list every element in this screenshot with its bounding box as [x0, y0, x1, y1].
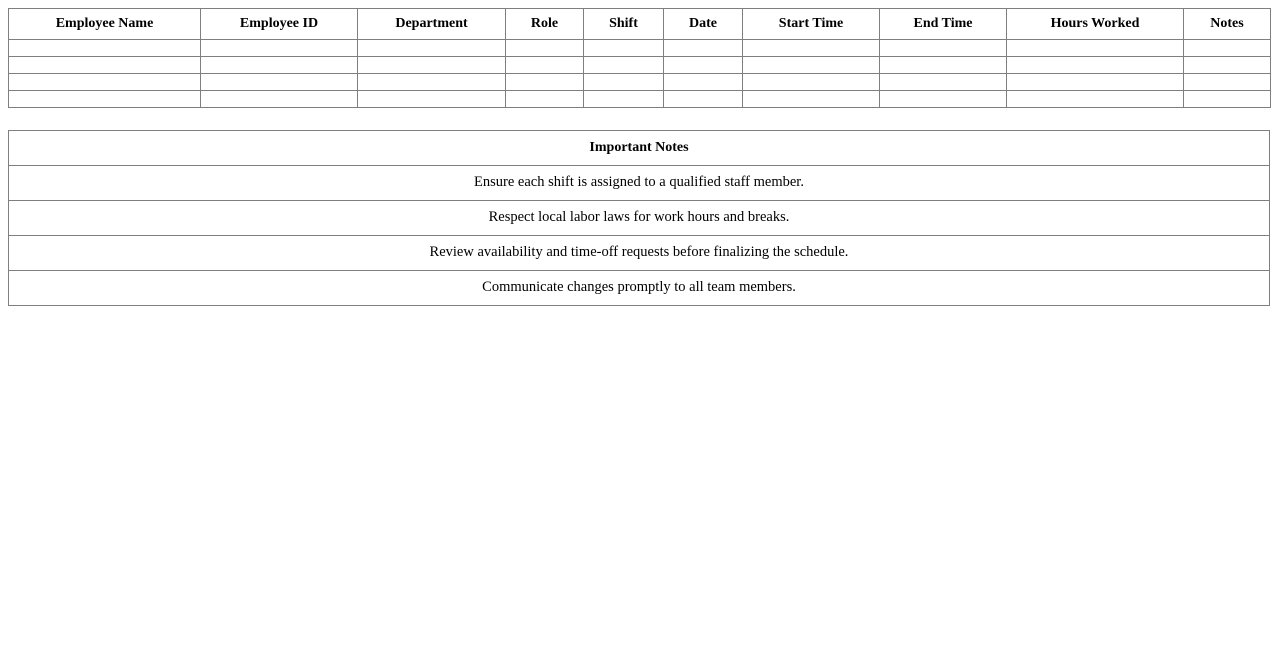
cell-role[interactable]: [506, 91, 584, 108]
cell-notes[interactable]: [1184, 74, 1271, 91]
cell-role[interactable]: [506, 57, 584, 74]
column-header-notes: Notes: [1184, 9, 1271, 40]
cell-department[interactable]: [358, 74, 506, 91]
cell-hours-worked[interactable]: [1007, 74, 1184, 91]
cell-notes[interactable]: [1184, 91, 1271, 108]
cell-date[interactable]: [664, 91, 743, 108]
cell-hours-worked[interactable]: [1007, 57, 1184, 74]
list-item: [9, 166, 1270, 201]
cell-hours-worked[interactable]: [1007, 40, 1184, 57]
column-header-date: Date: [664, 9, 743, 40]
cell-employee-name[interactable]: [9, 74, 201, 91]
schedule-header-row: [9, 9, 1271, 40]
employee-shift-schedule-table: [8, 8, 1271, 108]
cell-employee-name[interactable]: [9, 57, 201, 74]
cell-notes[interactable]: [1184, 57, 1271, 74]
cell-start-time[interactable]: [743, 57, 880, 74]
column-header-start-time: Start Time: [743, 9, 880, 40]
cell-department[interactable]: [358, 40, 506, 57]
table-spacer: [8, 108, 1270, 130]
cell-shift[interactable]: [584, 74, 664, 91]
schedule-table-header: [9, 9, 1271, 40]
schedule-table-body: [9, 40, 1271, 108]
table-row[interactable]: [9, 74, 1271, 91]
column-header-employee-name: Employee Name: [9, 9, 201, 40]
cell-employee-id[interactable]: [201, 57, 358, 74]
notes-table-header: [9, 131, 1270, 166]
cell-employee-name[interactable]: [9, 91, 201, 108]
cell-end-time[interactable]: [880, 57, 1007, 74]
note-item-1: Ensure each shift is assigned to a qualified staff member.: [9, 166, 1270, 201]
cell-employee-name[interactable]: [9, 40, 201, 57]
list-item: [9, 271, 1270, 306]
cell-end-time[interactable]: [880, 91, 1007, 108]
notes-table-body: [9, 166, 1270, 306]
notes-header-row: [9, 131, 1270, 166]
cell-date[interactable]: [664, 40, 743, 57]
cell-shift[interactable]: [584, 91, 664, 108]
important-notes-table: [8, 130, 1270, 306]
cell-notes[interactable]: [1184, 40, 1271, 57]
notes-table-title: Important Notes: [9, 131, 1270, 166]
table-row[interactable]: [9, 57, 1271, 74]
column-header-hours-worked: Hours Worked: [1007, 9, 1184, 40]
cell-date[interactable]: [664, 74, 743, 91]
cell-employee-id[interactable]: [201, 91, 358, 108]
column-header-shift: Shift: [584, 9, 664, 40]
cell-department[interactable]: [358, 57, 506, 74]
note-item-4: Communicate changes promptly to all team members.: [9, 271, 1270, 306]
column-header-department: Department: [358, 9, 506, 40]
cell-start-time[interactable]: [743, 74, 880, 91]
column-header-role: Role: [506, 9, 584, 40]
column-header-employee-id: Employee ID: [201, 9, 358, 40]
column-header-end-time: End Time: [880, 9, 1007, 40]
table-row[interactable]: [9, 40, 1271, 57]
cell-start-time[interactable]: [743, 91, 880, 108]
note-item-2: Respect local labor laws for work hours and breaks.: [9, 201, 1270, 236]
cell-shift[interactable]: [584, 57, 664, 74]
list-item: [9, 236, 1270, 271]
cell-role[interactable]: [506, 74, 584, 91]
cell-end-time[interactable]: [880, 40, 1007, 57]
cell-hours-worked[interactable]: [1007, 91, 1184, 108]
list-item: [9, 201, 1270, 236]
cell-employee-id[interactable]: [201, 74, 358, 91]
note-item-3: Review availability and time-off requests before finalizing the schedule.: [9, 236, 1270, 271]
table-row[interactable]: [9, 91, 1271, 108]
cell-start-time[interactable]: [743, 40, 880, 57]
cell-shift[interactable]: [584, 40, 664, 57]
cell-department[interactable]: [358, 91, 506, 108]
cell-role[interactable]: [506, 40, 584, 57]
cell-employee-id[interactable]: [201, 40, 358, 57]
cell-end-time[interactable]: [880, 74, 1007, 91]
cell-date[interactable]: [664, 57, 743, 74]
